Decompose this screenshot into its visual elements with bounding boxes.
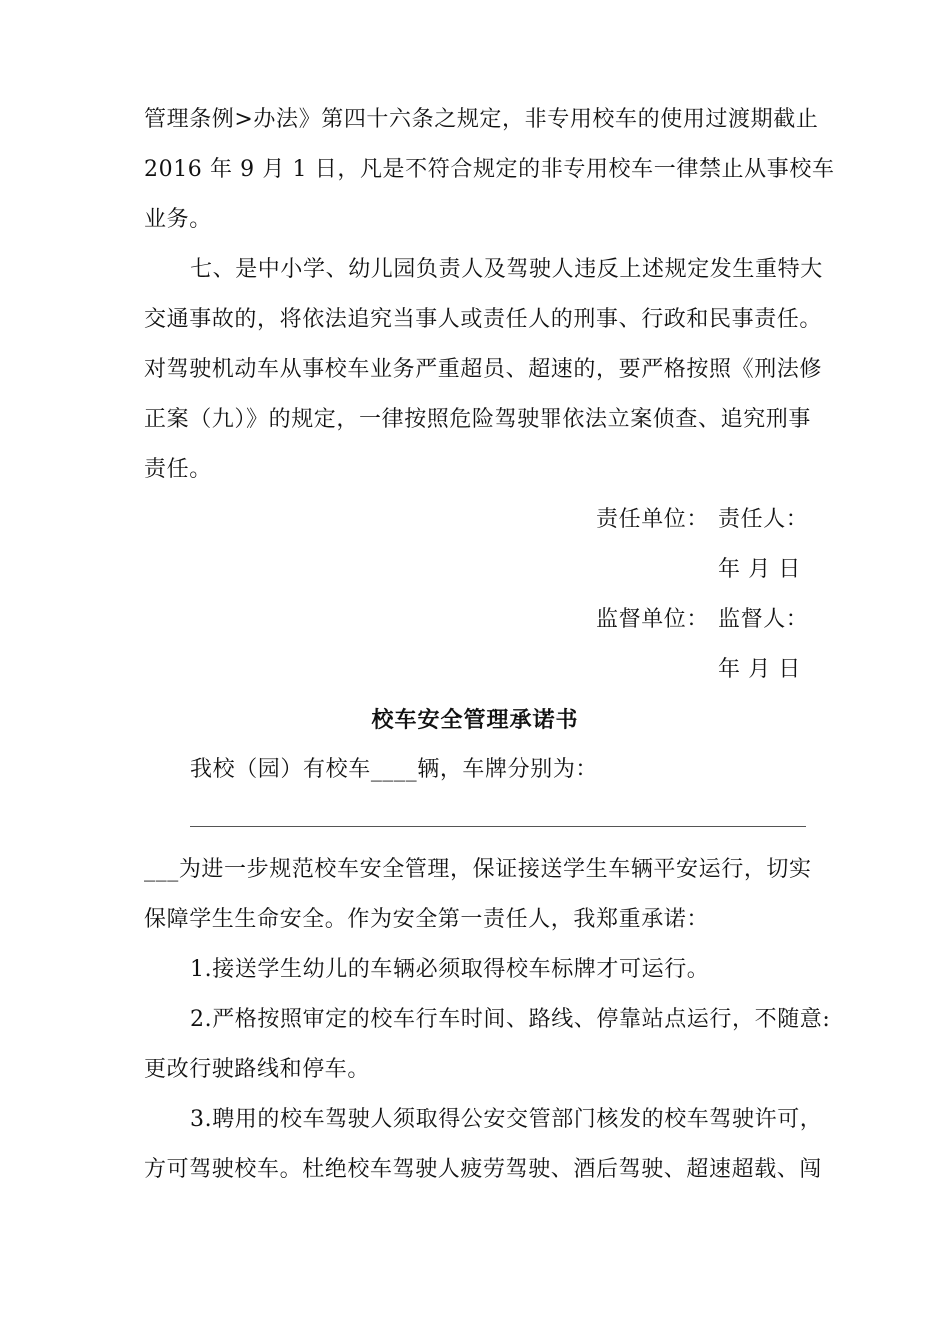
- pledge-para1-line-2: 保障学生生命安全。作为安全第一责任人，我郑重承诺：: [144, 907, 710, 932]
- responsible-unit-label: 责任单位：: [596, 507, 710, 532]
- article7-line-5: 责任。: [144, 457, 212, 482]
- article6-line-2: 2016 年 9 月 1 日，凡是不符合规定的非专用校车一律禁止从事校车: [144, 157, 835, 182]
- supervising-unit-label: 监督单位：: [596, 607, 710, 632]
- vehicle-count-blank: ____: [370, 757, 418, 782]
- pledge-intro-text-a: 我校（园）有校车: [190, 757, 371, 782]
- article7-line-4: 正案（九）》的规定，一律按照危险驾驶罪依法立案侦查、追究刑事: [144, 407, 812, 432]
- responsible-person-label: 责任人：: [718, 507, 809, 532]
- pledge-item-3-line-1: 3.聘用的校车驾驶人须取得公安交管部门核发的校车驾驶许可，: [190, 1107, 823, 1132]
- responsible-date: 年 月 日: [718, 557, 801, 582]
- pledge-item-2-line-1: 2.严格按照审定的校车行车时间、路线、停靠站点运行，不随意:: [190, 1007, 831, 1032]
- pledge-item-2-line-2: 更改行驶路线和停车。: [144, 1057, 371, 1082]
- article7-line-1: 七、是中小学、幼儿园负责人及驾驶人违反上述规定发生重特大: [190, 257, 823, 282]
- pledge-title: 校车安全管理承诺书: [371, 707, 579, 733]
- article6-line-1: 管理条例>办法》第四十六条之规定，非专用校车的使用过渡期截止: [144, 107, 819, 132]
- pledge-item-3-line-2: 方可驾驶校车。杜绝校车驾驶人疲劳驾驶、酒后驾驶、超速超载、闯: [144, 1157, 823, 1182]
- article7-line-3: 对驾驶机动车从事校车业务严重超员、超速的，要严格按照《刑法修: [144, 357, 823, 382]
- plate-number-blank-line: [190, 826, 806, 827]
- pledge-intro-text-b: 辆，车牌分别为：: [417, 757, 599, 782]
- article7-line-2: 交通事故的，将依法追究当事人或责任人的刑事、行政和民事责任。: [144, 307, 823, 332]
- pledge-para1-line-1: [144, 855, 812, 885]
- pledge-intro: [190, 755, 598, 785]
- article6-line-3: 业务。: [144, 207, 212, 232]
- supervisor-label: 监督人：: [718, 607, 809, 632]
- pledge-para1-blank: ___: [144, 857, 179, 882]
- pledge-para1-text: 为进一步规范校车安全管理，保证接送学生车辆平安运行，切实: [178, 857, 812, 882]
- supervising-date: 年 月 日: [718, 657, 801, 682]
- pledge-item-1: 1.接送学生幼儿的车辆必须取得校车标牌才可运行。: [190, 957, 710, 982]
